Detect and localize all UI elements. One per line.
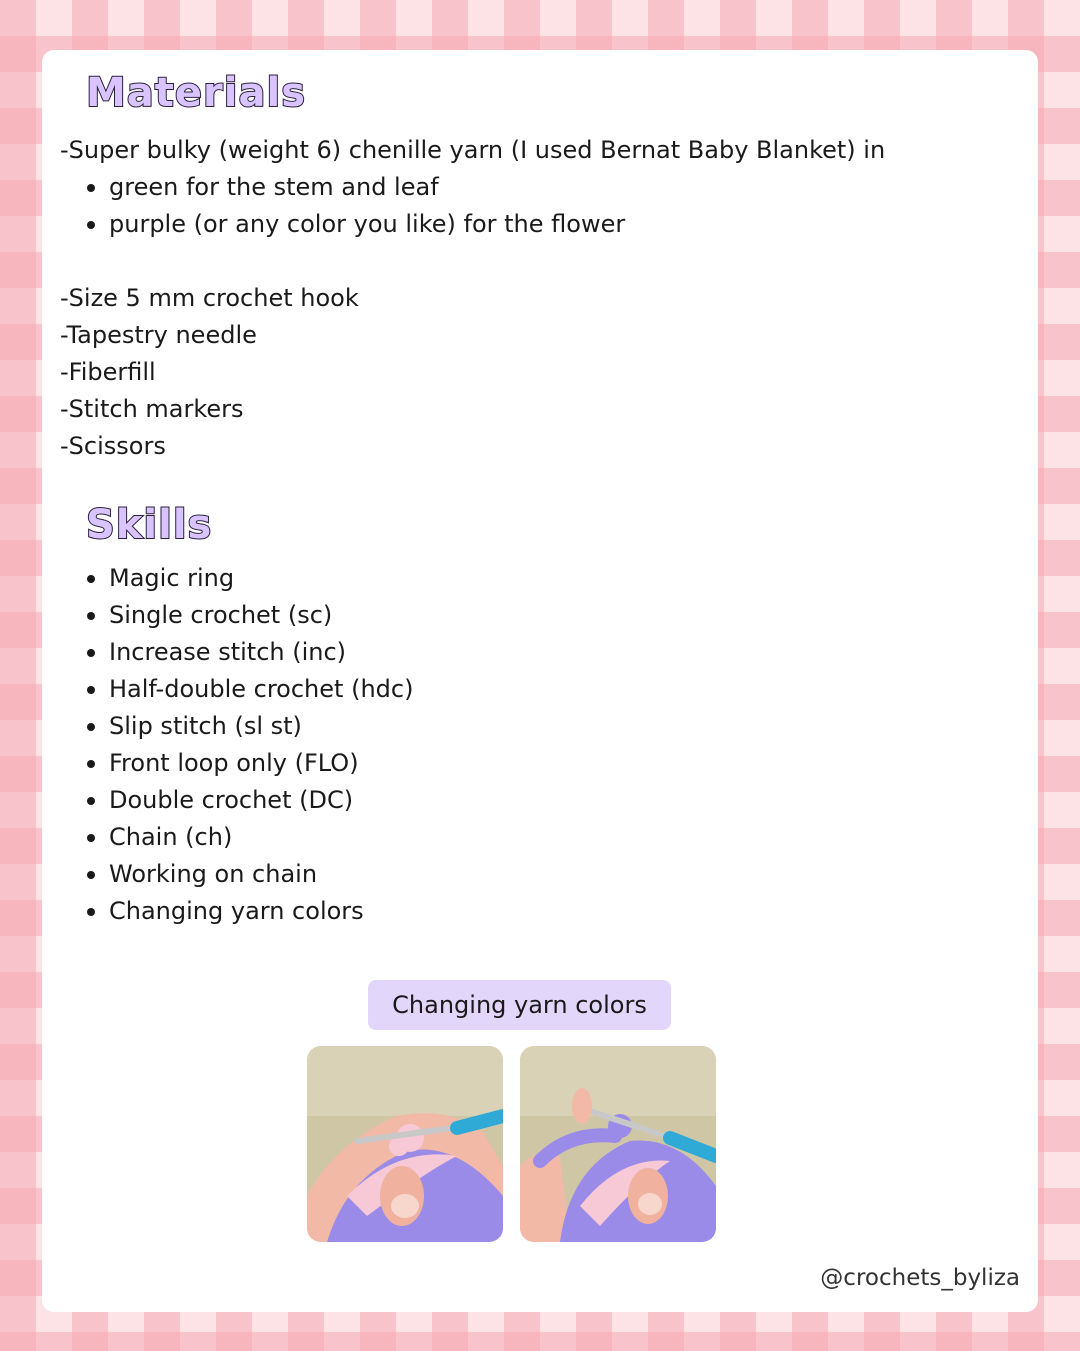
- bullet-icon: [87, 834, 95, 842]
- tool-item: -Tapestry needle: [60, 321, 257, 349]
- bullet-icon: [87, 797, 95, 805]
- list-item: Working on chain: [60, 856, 413, 893]
- bullet-icon: [87, 871, 95, 879]
- photo-caption: Changing yarn colors: [368, 980, 671, 1030]
- materials-heading: Materials: [86, 70, 306, 116]
- list-item: Half-double crochet (hdc): [60, 671, 413, 708]
- bullet-icon: [87, 575, 95, 583]
- list-item: Slip stitch (sl st): [60, 708, 413, 745]
- list-item: Magic ring: [60, 560, 413, 597]
- list-item: Double crochet (DC): [60, 782, 413, 819]
- bullet-icon: [87, 184, 95, 192]
- yarn-line: -Super bulky (weight 6) chenille yarn (I used Bernat Baby Blanket) in: [60, 136, 886, 164]
- list-item: Changing yarn colors: [60, 893, 413, 930]
- list-item: green for the stem and leaf: [60, 169, 885, 206]
- tool-item: -Fiberfill: [60, 358, 156, 386]
- bullet-icon: [87, 221, 95, 229]
- skills-list: [60, 560, 413, 930]
- crochet-photo-1: [307, 1046, 503, 1242]
- bullet-icon: [87, 760, 95, 768]
- tool-item: -Stitch markers: [60, 395, 244, 423]
- bullet-icon: [87, 649, 95, 657]
- list-item: Front loop only (FLO): [60, 745, 413, 782]
- crochet-photo-2: [520, 1046, 716, 1242]
- skills-heading: Skills: [86, 502, 213, 548]
- materials-list: [60, 132, 885, 465]
- tool-item: -Scissors: [60, 432, 166, 460]
- list-item: Single crochet (sc): [60, 597, 413, 634]
- list-item: purple (or any color you like) for the flower: [60, 206, 885, 243]
- list-item: Chain (ch): [60, 819, 413, 856]
- author-handle: @crochets_byliza: [820, 1265, 1020, 1291]
- bullet-icon: [87, 723, 95, 731]
- yarn-color-list: [60, 169, 885, 243]
- bullet-icon: [87, 908, 95, 916]
- content-card: [42, 50, 1038, 1312]
- bullet-icon: [87, 686, 95, 694]
- bullet-icon: [87, 612, 95, 620]
- list-item: Increase stitch (inc): [60, 634, 413, 671]
- tool-item: -Size 5 mm crochet hook: [60, 284, 359, 312]
